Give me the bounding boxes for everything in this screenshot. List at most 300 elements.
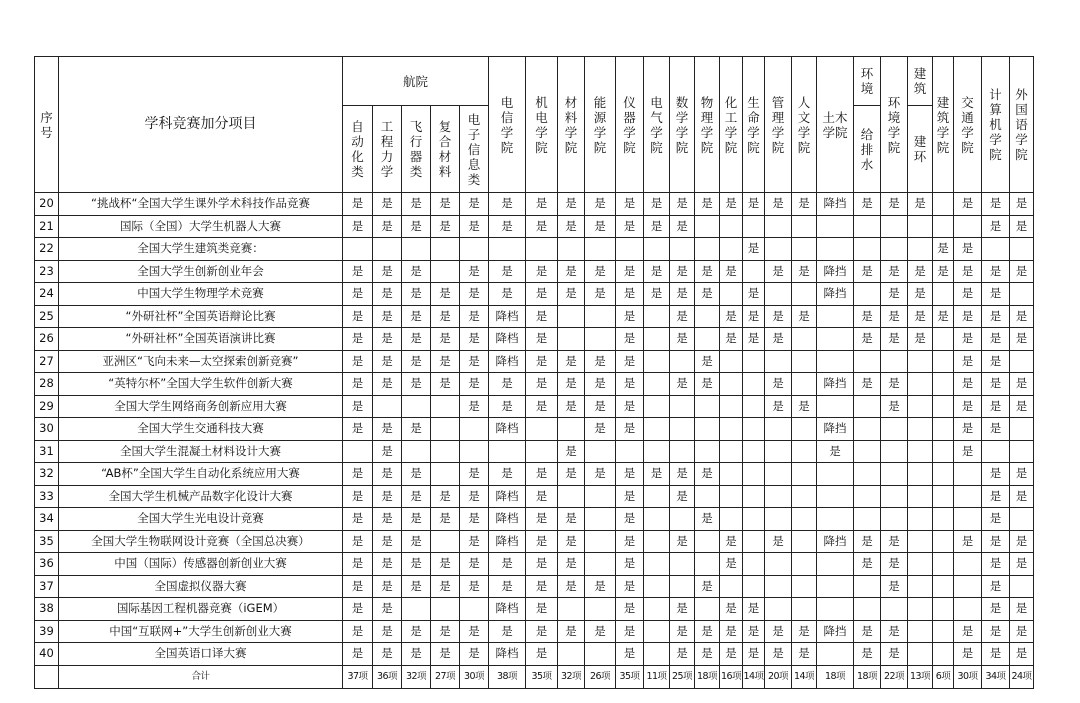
total-count-cell: 26项 xyxy=(585,665,616,688)
eligibility-cell xyxy=(954,463,982,486)
table-row xyxy=(35,373,1034,396)
eligibility-cell: 是 xyxy=(954,373,982,396)
eligibility-cell: 是 xyxy=(558,463,585,486)
eligibility-cell: 是 xyxy=(1010,328,1034,351)
competition-name: 全国大学生光电设计竞赛 xyxy=(59,508,343,531)
eligibility-cell: 是 xyxy=(558,620,585,643)
eligibility-cell: 是 xyxy=(402,193,431,216)
eligibility-cell: 是 xyxy=(343,620,373,643)
eligibility-cell xyxy=(743,575,765,598)
eligibility-cell xyxy=(881,418,908,441)
eligibility-cell: 是 xyxy=(1010,463,1034,486)
eligibility-cell: 是 xyxy=(585,283,616,306)
eligibility-cell: 是 xyxy=(982,620,1010,643)
eligibility-cell xyxy=(558,643,585,666)
eligibility-cell: 是 xyxy=(792,395,817,418)
eligibility-cell xyxy=(526,440,558,463)
eligibility-cell: 是 xyxy=(982,305,1010,328)
eligibility-cell: 是 xyxy=(695,620,720,643)
total-count-cell: 24项 xyxy=(1010,665,1034,688)
eligibility-cell: 是 xyxy=(1010,215,1034,238)
col-header-gongchenglixue: 工程力学 xyxy=(373,106,402,193)
col-header-dianzixinxi: 电子信息类 xyxy=(460,106,489,193)
eligibility-cell xyxy=(460,598,489,621)
eligibility-cell xyxy=(854,350,881,373)
eligibility-cell xyxy=(881,508,908,531)
eligibility-cell: 是 xyxy=(343,530,373,553)
table-body xyxy=(35,193,1034,689)
eligibility-cell xyxy=(854,463,881,486)
eligibility-cell: 是 xyxy=(695,350,720,373)
table-row xyxy=(35,575,1034,598)
eligibility-cell: 是 xyxy=(489,553,526,576)
eligibility-cell xyxy=(908,553,933,576)
eligibility-cell xyxy=(817,215,854,238)
eligibility-cell: 是 xyxy=(954,530,982,553)
eligibility-cell: 是 xyxy=(526,620,558,643)
eligibility-cell xyxy=(792,530,817,553)
eligibility-cell: 是 xyxy=(616,305,644,328)
eligibility-cell: 是 xyxy=(402,485,431,508)
total-count-cell: 38项 xyxy=(489,665,526,688)
competition-name: 全国大学生物联网设计竞赛（全国总决赛） xyxy=(59,530,343,553)
eligibility-cell xyxy=(743,373,765,396)
eligibility-cell xyxy=(695,418,720,441)
eligibility-cell xyxy=(982,238,1010,261)
eligibility-cell: 是 xyxy=(670,463,695,486)
eligibility-cell: 是 xyxy=(343,260,373,283)
eligibility-cell xyxy=(695,553,720,576)
competition-name: 中国大学生物理学术竞赛 xyxy=(59,283,343,306)
eligibility-cell xyxy=(933,598,954,621)
row-number: 30 xyxy=(35,418,59,441)
eligibility-cell: 是 xyxy=(644,215,670,238)
eligibility-cell xyxy=(720,463,743,486)
eligibility-cell: 是 xyxy=(373,598,402,621)
eligibility-cell xyxy=(558,418,585,441)
eligibility-cell: 是 xyxy=(670,305,695,328)
eligibility-cell: 是 xyxy=(881,260,908,283)
eligibility-cell xyxy=(431,440,460,463)
eligibility-cell: 是 xyxy=(489,395,526,418)
competition-name: 全国大学生建筑类竞赛： xyxy=(59,238,343,261)
eligibility-cell: 是 xyxy=(743,193,765,216)
eligibility-cell: 是 xyxy=(343,485,373,508)
eligibility-cell: 是 xyxy=(373,575,402,598)
eligibility-cell xyxy=(431,463,460,486)
eligibility-cell: 是 xyxy=(765,620,792,643)
eligibility-cell: 是 xyxy=(954,305,982,328)
eligibility-cell xyxy=(373,238,402,261)
col-header-waiguoyu: 外国语学院 xyxy=(1010,57,1034,193)
eligibility-cell: 是 xyxy=(616,283,644,306)
eligibility-cell xyxy=(954,553,982,576)
eligibility-cell: 是 xyxy=(431,305,460,328)
eligibility-cell xyxy=(881,485,908,508)
col-header-renwen: 人文学院 xyxy=(792,57,817,193)
eligibility-cell xyxy=(933,328,954,351)
total-row xyxy=(35,665,1034,688)
table-row xyxy=(35,395,1034,418)
col-header-jidian: 机电学院 xyxy=(526,57,558,193)
eligibility-cell xyxy=(792,575,817,598)
col-header-jianzhu: 建筑学院 xyxy=(933,57,954,193)
eligibility-cell xyxy=(933,418,954,441)
row-number: 20 xyxy=(35,193,59,216)
eligibility-cell: 是 xyxy=(670,485,695,508)
eligibility-cell: 是 xyxy=(585,373,616,396)
header-row-1 xyxy=(35,57,1034,106)
eligibility-cell: 是 xyxy=(431,328,460,351)
eligibility-cell xyxy=(954,485,982,508)
eligibility-cell: 是 xyxy=(908,305,933,328)
eligibility-cell xyxy=(792,283,817,306)
eligibility-cell: 是 xyxy=(881,328,908,351)
eligibility-cell xyxy=(1010,418,1034,441)
eligibility-cell: 是 xyxy=(616,508,644,531)
eligibility-cell xyxy=(765,418,792,441)
table-row xyxy=(35,215,1034,238)
eligibility-cell: 是 xyxy=(954,260,982,283)
eligibility-cell: 是 xyxy=(373,193,402,216)
eligibility-cell xyxy=(720,575,743,598)
table-row xyxy=(35,620,1034,643)
eligibility-cell: 是 xyxy=(343,305,373,328)
eligibility-cell: 是 xyxy=(933,305,954,328)
eligibility-cell xyxy=(616,440,644,463)
eligibility-cell xyxy=(460,418,489,441)
eligibility-cell: 是 xyxy=(373,463,402,486)
eligibility-cell: 是 xyxy=(489,283,526,306)
eligibility-cell xyxy=(854,418,881,441)
eligibility-cell: 是 xyxy=(343,328,373,351)
eligibility-cell: 是 xyxy=(373,350,402,373)
eligibility-cell xyxy=(908,395,933,418)
eligibility-cell: 是 xyxy=(720,598,743,621)
eligibility-cell: 是 xyxy=(881,305,908,328)
row-number: 26 xyxy=(35,328,59,351)
eligibility-cell: 是 xyxy=(743,328,765,351)
eligibility-cell: 是 xyxy=(695,575,720,598)
title-header: 学科竞赛加分项目 xyxy=(59,57,343,193)
eligibility-cell: 是 xyxy=(460,485,489,508)
row-number: 37 xyxy=(35,575,59,598)
eligibility-cell: 是 xyxy=(585,215,616,238)
eligibility-cell xyxy=(792,215,817,238)
eligibility-cell: 是 xyxy=(585,260,616,283)
eligibility-cell xyxy=(644,575,670,598)
eligibility-cell xyxy=(792,598,817,621)
table-row xyxy=(35,598,1034,621)
eligibility-cell: 降档 xyxy=(489,643,526,666)
eligibility-cell: 是 xyxy=(616,598,644,621)
eligibility-cell xyxy=(817,395,854,418)
eligibility-cell xyxy=(402,238,431,261)
eligibility-cell xyxy=(765,598,792,621)
eligibility-cell xyxy=(720,440,743,463)
eligibility-cell: 是 xyxy=(402,530,431,553)
eligibility-cell: 是 xyxy=(854,373,881,396)
eligibility-cell xyxy=(854,440,881,463)
eligibility-cell xyxy=(720,373,743,396)
competition-name: “外研社杯”全国英语演讲比赛 xyxy=(59,328,343,351)
table-row xyxy=(35,238,1034,261)
eligibility-cell: 是 xyxy=(460,508,489,531)
eligibility-cell xyxy=(817,485,854,508)
eligibility-cell: 是 xyxy=(982,260,1010,283)
eligibility-cell: 是 xyxy=(402,508,431,531)
eligibility-cell: 是 xyxy=(526,598,558,621)
eligibility-cell: 是 xyxy=(558,350,585,373)
eligibility-cell xyxy=(933,575,954,598)
eligibility-cell xyxy=(670,575,695,598)
eligibility-cell: 是 xyxy=(616,575,644,598)
eligibility-cell: 是 xyxy=(343,350,373,373)
eligibility-cell: 是 xyxy=(854,305,881,328)
eligibility-cell xyxy=(743,215,765,238)
eligibility-cell: 是 xyxy=(695,193,720,216)
eligibility-cell: 是 xyxy=(954,418,982,441)
eligibility-cell: 降档 xyxy=(489,328,526,351)
table-row xyxy=(35,440,1034,463)
eligibility-cell: 是 xyxy=(881,620,908,643)
eligibility-cell: 是 xyxy=(526,283,558,306)
total-count-cell: 11项 xyxy=(644,665,670,688)
eligibility-cell xyxy=(1010,238,1034,261)
col-header-yiqi: 仪器学院 xyxy=(616,57,644,193)
eligibility-cell: 是 xyxy=(460,643,489,666)
eligibility-cell: 是 xyxy=(616,373,644,396)
eligibility-cell xyxy=(817,643,854,666)
eligibility-cell xyxy=(644,620,670,643)
eligibility-cell xyxy=(933,643,954,666)
eligibility-cell: 是 xyxy=(670,373,695,396)
eligibility-cell: 是 xyxy=(743,643,765,666)
competition-name: 中国（国际）传感器创新创业大赛 xyxy=(59,553,343,576)
competition-bonus-table xyxy=(34,56,1034,689)
eligibility-cell xyxy=(881,598,908,621)
jianzhu-group-header: 建筑 xyxy=(908,57,933,106)
eligibility-cell: 是 xyxy=(558,260,585,283)
eligibility-cell: 是 xyxy=(695,373,720,396)
eligibility-cell: 是 xyxy=(695,260,720,283)
eligibility-cell xyxy=(695,530,720,553)
total-count-cell: 6项 xyxy=(933,665,954,688)
eligibility-cell xyxy=(765,508,792,531)
table-row xyxy=(35,283,1034,306)
eligibility-cell xyxy=(854,598,881,621)
competition-name: “外研社杯”全国英语辩论比赛 xyxy=(59,305,343,328)
eligibility-cell: 是 xyxy=(1010,530,1034,553)
eligibility-cell: 是 xyxy=(792,193,817,216)
eligibility-cell xyxy=(792,463,817,486)
eligibility-cell: 是 xyxy=(616,395,644,418)
eligibility-cell xyxy=(854,485,881,508)
eligibility-cell: 是 xyxy=(373,508,402,531)
eligibility-cell: 是 xyxy=(616,350,644,373)
eligibility-cell: 降档 xyxy=(489,350,526,373)
eligibility-cell xyxy=(1010,508,1034,531)
eligibility-cell: 降挡 xyxy=(817,373,854,396)
competition-name: 全国英语口译大赛 xyxy=(59,643,343,666)
eligibility-cell xyxy=(908,575,933,598)
eligibility-cell xyxy=(792,508,817,531)
total-count-cell: 32项 xyxy=(402,665,431,688)
eligibility-cell xyxy=(644,395,670,418)
eligibility-cell: 是 xyxy=(982,508,1010,531)
eligibility-cell: 是 xyxy=(373,283,402,306)
eligibility-cell: 是 xyxy=(431,350,460,373)
total-count-cell: 18项 xyxy=(854,665,881,688)
eligibility-cell: 是 xyxy=(526,305,558,328)
eligibility-cell xyxy=(1010,440,1034,463)
eligibility-cell: 是 xyxy=(982,485,1010,508)
eligibility-cell: 是 xyxy=(982,530,1010,553)
competition-name: 全国虚拟仪器大赛 xyxy=(59,575,343,598)
eligibility-cell: 降挡 xyxy=(817,193,854,216)
eligibility-cell: 是 xyxy=(431,215,460,238)
competition-table-sheet xyxy=(34,56,1034,689)
eligibility-cell: 是 xyxy=(954,328,982,351)
eligibility-cell xyxy=(402,395,431,418)
eligibility-cell: 是 xyxy=(616,328,644,351)
eligibility-cell xyxy=(908,215,933,238)
col-header-geipaishui: 给排水 xyxy=(854,106,881,193)
row-number: 33 xyxy=(35,485,59,508)
eligibility-cell: 是 xyxy=(431,575,460,598)
eligibility-cell: 是 xyxy=(954,238,982,261)
eligibility-cell xyxy=(644,553,670,576)
eligibility-cell xyxy=(817,328,854,351)
eligibility-cell xyxy=(765,463,792,486)
total-count-cell: 32项 xyxy=(558,665,585,688)
eligibility-cell: 是 xyxy=(743,238,765,261)
eligibility-cell: 是 xyxy=(402,260,431,283)
eligibility-cell: 是 xyxy=(954,350,982,373)
eligibility-cell xyxy=(982,440,1010,463)
eligibility-cell: 是 xyxy=(720,620,743,643)
eligibility-cell: 是 xyxy=(1010,373,1034,396)
row-number: 29 xyxy=(35,395,59,418)
eligibility-cell xyxy=(854,508,881,531)
eligibility-cell: 是 xyxy=(460,530,489,553)
eligibility-cell xyxy=(431,238,460,261)
col-header-tumu: 土木学院 xyxy=(817,57,854,193)
eligibility-cell: 是 xyxy=(644,463,670,486)
eligibility-cell: 是 xyxy=(526,193,558,216)
eligibility-cell: 是 xyxy=(460,373,489,396)
eligibility-cell: 是 xyxy=(526,215,558,238)
hangyuan-header: 航院 xyxy=(343,57,489,106)
eligibility-cell: 是 xyxy=(908,193,933,216)
eligibility-cell xyxy=(854,238,881,261)
eligibility-cell: 是 xyxy=(933,260,954,283)
total-count-cell: 18项 xyxy=(817,665,854,688)
row-number: 22 xyxy=(35,238,59,261)
table-row xyxy=(35,305,1034,328)
eligibility-cell xyxy=(431,260,460,283)
eligibility-cell: 是 xyxy=(881,283,908,306)
eligibility-cell xyxy=(743,463,765,486)
eligibility-cell: 是 xyxy=(373,373,402,396)
col-header-jisuanji: 计算机学院 xyxy=(982,57,1010,193)
eligibility-cell: 是 xyxy=(982,215,1010,238)
eligibility-cell xyxy=(792,418,817,441)
eligibility-cell: 是 xyxy=(343,373,373,396)
eligibility-cell xyxy=(720,395,743,418)
eligibility-cell: 是 xyxy=(1010,260,1034,283)
eligibility-cell xyxy=(817,350,854,373)
eligibility-cell xyxy=(908,238,933,261)
eligibility-cell: 是 xyxy=(765,395,792,418)
eligibility-cell: 是 xyxy=(343,418,373,441)
eligibility-cell: 是 xyxy=(402,305,431,328)
eligibility-cell: 是 xyxy=(489,373,526,396)
eligibility-cell xyxy=(431,395,460,418)
eligibility-cell xyxy=(765,485,792,508)
eligibility-cell xyxy=(644,485,670,508)
eligibility-cell xyxy=(933,350,954,373)
eligibility-cell: 是 xyxy=(343,215,373,238)
row-number: 24 xyxy=(35,283,59,306)
eligibility-cell: 降档 xyxy=(489,305,526,328)
total-count-cell: 16项 xyxy=(720,665,743,688)
eligibility-cell: 是 xyxy=(460,395,489,418)
eligibility-cell: 是 xyxy=(954,193,982,216)
eligibility-cell: 是 xyxy=(343,395,373,418)
eligibility-cell: 是 xyxy=(558,373,585,396)
eligibility-cell: 是 xyxy=(854,530,881,553)
eligibility-cell: 是 xyxy=(460,328,489,351)
eligibility-cell xyxy=(695,305,720,328)
eligibility-cell: 是 xyxy=(765,305,792,328)
eligibility-cell xyxy=(908,485,933,508)
eligibility-cell: 是 xyxy=(792,620,817,643)
eligibility-cell: 是 xyxy=(402,418,431,441)
total-count-cell: 35项 xyxy=(616,665,644,688)
eligibility-cell xyxy=(670,418,695,441)
eligibility-cell: 是 xyxy=(526,328,558,351)
eligibility-cell xyxy=(881,215,908,238)
eligibility-cell: 降挡 xyxy=(817,260,854,283)
eligibility-cell: 是 xyxy=(431,508,460,531)
total-blank-cell xyxy=(35,665,59,688)
eligibility-cell xyxy=(460,238,489,261)
eligibility-cell xyxy=(585,440,616,463)
eligibility-cell xyxy=(644,373,670,396)
eligibility-cell xyxy=(743,508,765,531)
eligibility-cell xyxy=(695,238,720,261)
eligibility-cell xyxy=(908,598,933,621)
eligibility-cell: 是 xyxy=(720,305,743,328)
eligibility-cell xyxy=(933,283,954,306)
eligibility-cell: 是 xyxy=(670,260,695,283)
eligibility-cell: 是 xyxy=(720,260,743,283)
eligibility-cell xyxy=(489,238,526,261)
eligibility-cell: 是 xyxy=(792,643,817,666)
eligibility-cell xyxy=(720,508,743,531)
eligibility-cell: 是 xyxy=(373,305,402,328)
eligibility-cell xyxy=(343,238,373,261)
eligibility-cell xyxy=(817,575,854,598)
row-number: 23 xyxy=(35,260,59,283)
eligibility-cell: 是 xyxy=(343,508,373,531)
eligibility-cell xyxy=(616,238,644,261)
eligibility-cell: 是 xyxy=(402,328,431,351)
eligibility-cell xyxy=(670,553,695,576)
eligibility-cell: 是 xyxy=(402,575,431,598)
eligibility-cell: 是 xyxy=(460,575,489,598)
